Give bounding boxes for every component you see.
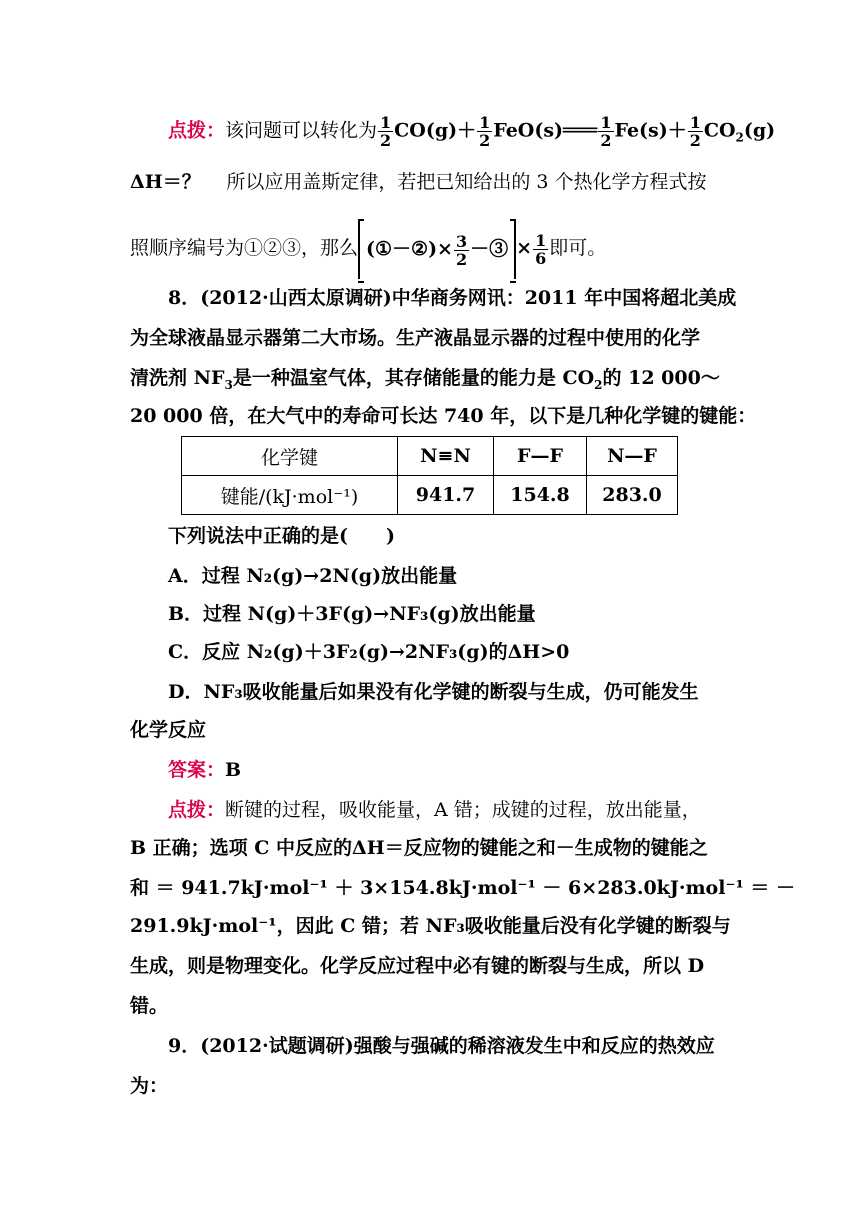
table-cell: 化学键 <box>182 437 398 476</box>
q8-line4: 20 000 倍，在大气中的寿命可长达 740 年，以下是几种化学键的键能： <box>130 405 757 427</box>
table-cell: 154.8 <box>494 476 587 515</box>
question-stem: 下列说法中正确的是( ) <box>168 525 395 547</box>
table-header-row <box>182 437 678 476</box>
hint1-label: 点拨： <box>168 119 226 142</box>
hint1-line1: 点拨：该问题可以转化为 $\frac{1}{2}$ CO(g)＋ $\frac{1}{2}$ FeO(s)═══ $\frac{1}{2}$ Fe(s)＋ $\frac{1}{2}$ $CO_2(g)$ <box>168 113 776 150</box>
table-cell: F—F <box>494 437 587 476</box>
q9-line1: 9．(2012·试题调研)强酸与强碱的稀溶液发生中和反应的热效应 <box>168 1035 715 1057</box>
fraction: $\frac{1}{2}$ <box>479 113 491 150</box>
option-a: A．过程 N₂(g)→2N(g)放出能量 <box>168 565 458 587</box>
table-row <box>182 476 678 515</box>
table-cell: N≡N <box>398 437 494 476</box>
hint1-text: 该问题可以转化为 <box>225 119 378 142</box>
hint2-line3: 和 ＝ 941.7kJ·mol⁻¹ ＋ 3×154.8kJ·mol⁻¹ － 6×283.0kJ·mol⁻¹ ＝ － <box>130 877 796 899</box>
option-b: B．过程 N(g)＋3F(g)→NF₃(g)放出能量 <box>168 603 536 625</box>
q8-line3: 清洗剂 $NF_3$是一种温室气体，其存储能量的能力是 $CO_2$的 12 000～ <box>130 367 720 392</box>
fraction: $\frac{1}{2}$ <box>600 113 612 150</box>
hint2-line5: 生成，则是物理变化。化学反应过程中必有键的断裂与生成，所以 D <box>130 955 705 977</box>
fraction: $\frac{1}{2}$ <box>380 113 392 150</box>
hint2-line2: B 正确；选项 C 中反应的ΔH＝反应物的键能之和－生成物的键能之 <box>130 837 708 859</box>
delta-h: ΔH＝？ <box>130 171 201 193</box>
fraction: $\frac{1}{2}$ <box>689 113 701 150</box>
q8-line2: 为全球液晶显示器第二大市场。生产液晶显示器的过程中使用的化学 <box>130 327 701 349</box>
hint1-line3: 照顺序编号为①②③，那么 (①－②)× $\frac{3}{2}$ －③ × $\frac{1}{6}$ 即可。 <box>130 218 730 278</box>
table-cell: 283.0 <box>587 476 678 515</box>
answer: 答案：B <box>168 759 242 781</box>
table-cell: 键能/(kJ·mol⁻¹) <box>182 476 398 515</box>
hint2-line4: 291.9kJ·mol⁻¹，因此 C 错；若 NF₃吸收能量后没有化学键的断裂与 <box>130 915 731 937</box>
hint2-line1: 点拨：断键的过程，吸收能量，A 错；成键的过程，放出能量， <box>168 799 701 821</box>
hint1-line2: ΔH＝？ 所以应用盖斯定律，若把已知给出的 3 个热化学方程式按 <box>130 171 707 193</box>
option-d-line1: D．NF₃吸收能量后如果没有化学键的断裂与生成，仍可能发生 <box>168 681 699 703</box>
option-d-line2: 化学反应 <box>130 719 207 741</box>
table-cell: 941.7 <box>398 476 494 515</box>
table-cell: N—F <box>587 437 678 476</box>
q9-line2: 为： <box>130 1075 169 1097</box>
q8-line1: 8．(2012·山西太原调研)中华商务网讯：2011 年中国将超北美成 <box>168 287 737 309</box>
bracket-expression: (①－②)× $\frac{3}{2}$ －③ <box>358 219 516 279</box>
bond-energy-table <box>181 436 678 515</box>
option-c: C．反应 N₂(g)＋3F₂(g)→2NF₃(g)的ΔH>0 <box>168 641 570 663</box>
hint2-line6: 错。 <box>130 995 169 1017</box>
